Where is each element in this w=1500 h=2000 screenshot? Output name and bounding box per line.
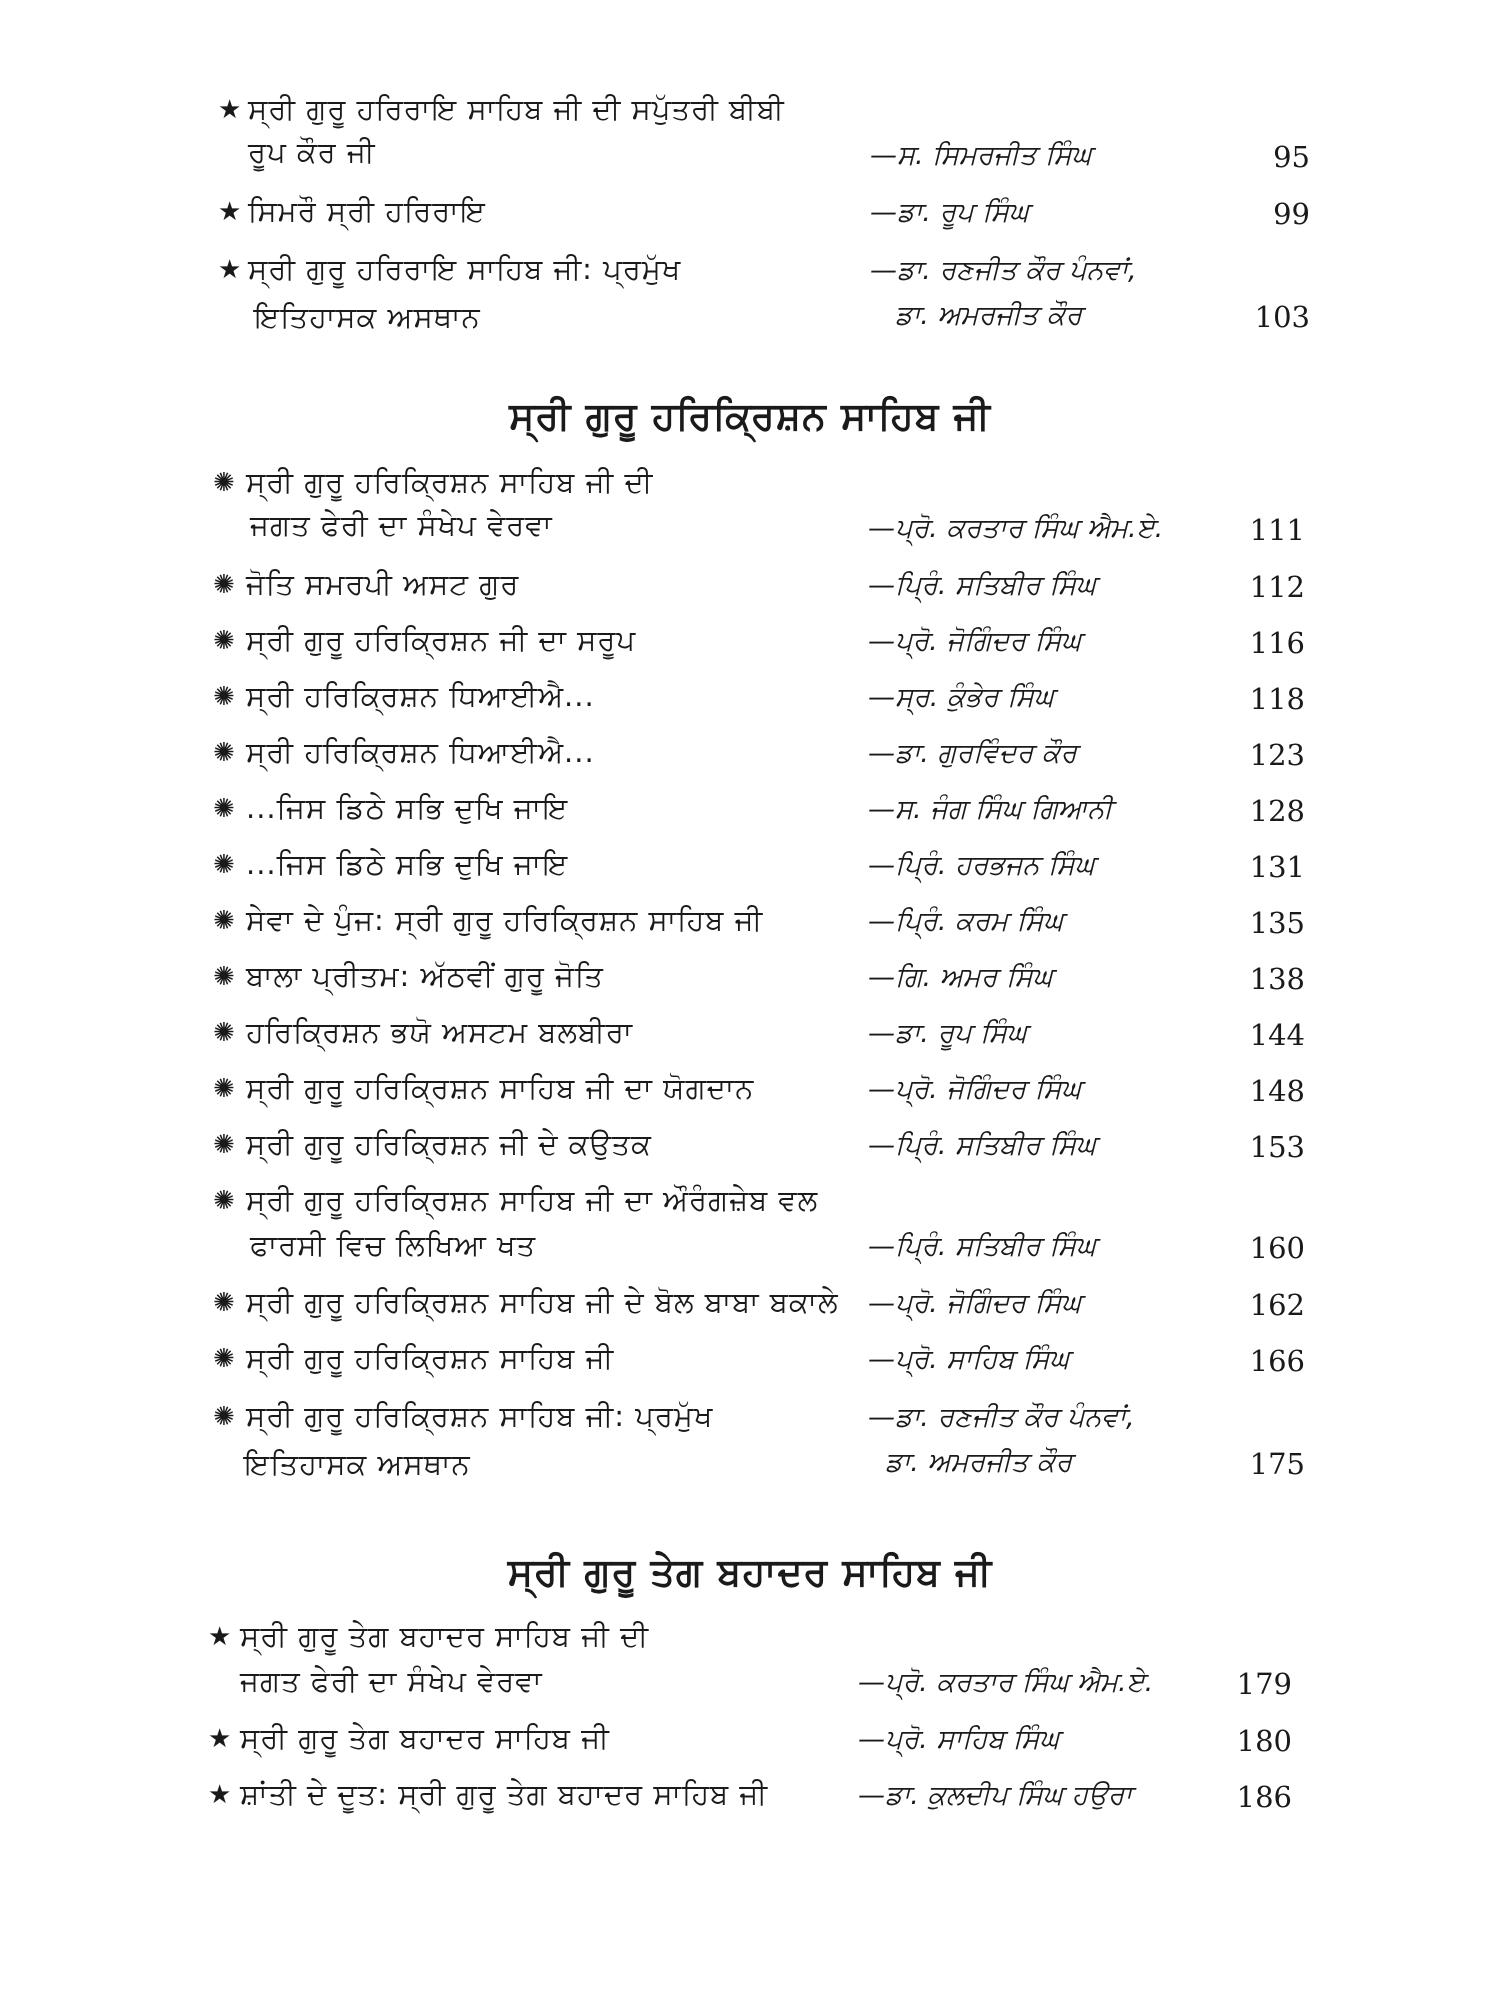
toc-entry[interactable] [0,1127,1500,1190]
entry-page-number: 186 [1236,1780,1292,1814]
flower-bullet-icon: ✺ [213,1074,235,1104]
flower-bullet-icon: ✺ [213,1130,235,1160]
entry-title: ਸ੍ਰੀ ਗੁਰੂ ਹਰਿਕ੍ਰਿਸ਼ਨ ਸਾਹਿਬ ਜੀ ਦੇ ਬੋਲ ਬਾਬਾ ਬਕਾਲੇ [246,1285,839,1319]
entry-page-number: 111 [1249,513,1305,547]
star-bullet-icon: ★ [218,197,242,227]
entry-title: ਸ੍ਰੀ ਹਰਿਕ੍ਰਿਸ਼ਨ ਧਿਆਈਐ... [246,735,595,769]
entry-author: —ਪ੍ਰਿੰ. ਸਤਿਬੀਰ ਸਿੰਘ [868,1231,1097,1262]
flower-bullet-icon: ✺ [213,468,235,498]
entry-author: —ਪ੍ਰਿੰ. ਸਤਿਬੀਰ ਸਿੰਘ [868,1130,1097,1161]
entry-author: —ਡਾ. ਰਣਜੀਤ ਕੌਰ ਪੰਨਵਾਂ, [870,255,1137,286]
flower-bullet-icon: ✺ [213,1344,235,1374]
star-bullet-icon: ★ [218,255,242,285]
entry-page-number: 153 [1249,1130,1305,1164]
flower-bullet-icon: ✺ [213,850,235,880]
entry-page-number: 175 [1249,1447,1305,1481]
entry-page-number: 135 [1249,906,1305,940]
entry-page-number: 116 [1249,626,1305,660]
toc-entry[interactable] [0,567,1500,630]
entry-title: ਸ੍ਰੀ ਗੁਰੂ ਹਰਿਰਾਇ ਸਾਹਿਬ ਜੀ: ਪ੍ਰਮੁੱਖ [248,252,682,286]
flower-bullet-icon: ✺ [213,626,235,656]
toc-entry[interactable] [0,252,1500,334]
toc-entry[interactable] [0,847,1500,910]
toc-entry[interactable] [0,679,1500,742]
star-bullet-icon: ★ [218,95,242,125]
entry-coauthor: ਡਾ. ਅਮਰਜੀਤ ਕੌਰ [895,300,1082,331]
entry-author: —ਪ੍ਰੋ. ਕਰਤਾਰ ਸਿੰਘ ਐਮ.ਏ. [868,513,1164,544]
entry-page-number: 160 [1249,1231,1305,1265]
entry-page-number: 166 [1249,1344,1305,1378]
entry-author: —ਸ. ਸਿਮਰਜੀਤ ਸਿੰਘ [870,140,1092,171]
entry-title: ਹਰਿਕ੍ਰਿਸ਼ਨ ਭਯੋ ਅਸਟਮ ਬਲਬੀਰਾ [246,1015,634,1049]
flower-bullet-icon: ✺ [213,738,235,768]
flower-bullet-icon: ✺ [213,1018,235,1048]
entry-title: ਸ੍ਰੀ ਹਰਿਕ੍ਰਿਸ਼ਨ ਧਿਆਈਐ... [246,679,595,713]
entry-title: ਸ੍ਰੀ ਗੁਰੂ ਤੇਗ ਬਹਾਦਰ ਸਾਹਿਬ ਜੀ [240,1721,610,1755]
entry-title: ...ਜਿਸ ਡਿਠੇ ਸਭਿ ਦੁਖਿ ਜਾਇ [246,847,569,881]
toc-entry[interactable] [0,465,1500,547]
entry-title: ਸ੍ਰੀ ਗੁਰੂ ਹਰਿਕ੍ਰਿਸ਼ਨ ਜੀ ਦੇ ਕਉਤਕ [246,1127,652,1161]
entry-author: —ਪ੍ਰਿੰ. ਸਤਿਬੀਰ ਸਿੰਘ [868,570,1097,601]
flower-bullet-icon: ✺ [213,962,235,992]
entry-page-number: 162 [1249,1288,1305,1322]
toc-entry[interactable] [0,1015,1500,1078]
entry-author: —ਸ੍ਰ. ਕੁੰਭੇਰ ਸਿੰਘ [868,682,1054,713]
entry-title-cont: ਫਾਰਸੀ ਵਿਚ ਲਿਖਿਆ ਖਤ [250,1228,537,1262]
toc-entry[interactable] [0,1399,1500,1481]
toc-entry[interactable] [0,1619,1500,1701]
flower-bullet-icon: ✺ [213,1186,235,1216]
star-bullet-icon: ★ [208,1724,232,1754]
entry-page-number: 95 [1273,140,1310,174]
entry-title: ਸ੍ਰੀ ਗੁਰੂ ਹਰਿਰਾਇ ਸਾਹਿਬ ਜੀ ਦੀ ਸਪੁੱਤਰੀ ਬੀਬੀ [248,92,785,126]
entry-page-number: 103 [1254,300,1310,334]
entry-title: ਸ੍ਰੀ ਗੁਰੂ ਹਰਿਕ੍ਰਿਸ਼ਨ ਸਾਹਿਬ ਜੀ: ਪ੍ਰਮੁੱਖ [246,1399,714,1433]
toc-entry[interactable] [0,903,1500,966]
entry-title: ਸ੍ਰੀ ਗੁਰੂ ਹਰਿਕ੍ਰਿਸ਼ਨ ਸਾਹਿਬ ਜੀ ਦੀ [246,465,654,499]
flower-bullet-icon: ✺ [213,682,235,712]
entry-title: ਸ੍ਰੀ ਗੁਰੂ ਤੇਗ ਬਹਾਦਰ ਸਾਹਿਬ ਜੀ ਦੀ [240,1619,650,1653]
flower-bullet-icon: ✺ [213,1288,235,1318]
toc-entry[interactable] [0,1183,1500,1265]
flower-bullet-icon: ✺ [213,570,235,600]
entry-page-number: 148 [1249,1074,1305,1108]
flower-bullet-icon: ✺ [213,1402,235,1432]
entry-coauthor: ਡਾ. ਅਮਰਜੀਤ ਕੌਰ [885,1447,1072,1478]
entry-title-cont: ਜਗਤ ਫੇਰੀ ਦਾ ਸੰਖੇਪ ਵੇਰਵਾ [240,1664,543,1698]
entry-title: ਸ੍ਰੀ ਗੁਰੂ ਹਰਿਕ੍ਰਿਸ਼ਨ ਸਾਹਿਬ ਜੀ [246,1341,615,1375]
toc-entry[interactable] [0,959,1500,1022]
entry-title-cont: ਰੂਪ ਕੌਰ ਜੀ [248,135,376,169]
entry-author: —ਡਾ. ਰੂਪ ਸਿੰਘ [868,1018,1027,1049]
entry-author: —ਪ੍ਰੋ. ਜੋਗਿੰਦਰ ਸਿੰਘ [868,626,1082,657]
entry-title: ਸ੍ਰੀ ਗੁਰੂ ਹਰਿਕ੍ਰਿਸ਼ਨ ਸਾਹਿਬ ਜੀ ਦਾ ਯੋਗਦਾਨ [246,1071,755,1105]
toc-entry[interactable] [0,1777,1500,1840]
entry-title-cont: ਜਗਤ ਫੇਰੀ ਦਾ ਸੰਖੇਪ ਵੇਰਵਾ [250,508,553,542]
entry-author: —ਡਾ. ਕੁਲਦੀਪ ਸਿੰਘ ਹਉਰਾ [858,1780,1133,1811]
toc-entry[interactable] [0,1341,1500,1404]
entry-title: ਸੇਵਾ ਦੇ ਪੁੰਜ: ਸ੍ਰੀ ਗੁਰੂ ਹਰਿਕ੍ਰਿਸ਼ਨ ਸਾਹਿਬ ਜੀ [246,903,764,937]
entry-author: —ਪ੍ਰੋ. ਸਾਹਿਬ ਸਿੰਘ [868,1344,1070,1375]
toc-entry[interactable] [0,1071,1500,1134]
star-bullet-icon: ★ [208,1622,232,1652]
entry-author: —ਸ. ਜੰਗ ਸਿੰਘ ਗਿਆਨੀ [868,794,1113,825]
entry-title: ...ਜਿਸ ਡਿਠੇ ਸਭਿ ਦੁਖਿ ਜਾਇ [246,791,569,825]
entry-page-number: 131 [1249,850,1305,884]
toc-entry[interactable] [0,791,1500,854]
entry-title: ਜੋਤਿ ਸਮਰਪੀ ਅਸਟ ਗੁਰ [246,567,520,601]
entry-page-number: 144 [1249,1018,1305,1052]
entry-page-number: 180 [1236,1724,1292,1758]
toc-entry[interactable] [0,1721,1500,1784]
entry-author: —ਪ੍ਰਿੰ. ਹਰਭਜਨ ਸਿੰਘ [868,850,1095,881]
entry-page-number: 138 [1249,962,1305,996]
entry-author: —ਡਾ. ਰੂਪ ਸਿੰਘ [870,197,1029,228]
entry-page-number: 123 [1249,738,1305,772]
star-bullet-icon: ★ [208,1780,232,1810]
entry-title-cont: ਇਤਿਹਾਸਕ ਅਸਥਾਨ [254,300,481,334]
toc-entry[interactable] [0,623,1500,686]
entry-author: —ਪ੍ਰੋ. ਜੋਗਿੰਦਰ ਸਿੰਘ [868,1074,1082,1105]
entry-author: —ਪ੍ਰੋ. ਜੋਗਿੰਦਰ ਸਿੰਘ [868,1288,1082,1319]
entry-author: —ਗਿ. ਅਮਰ ਸਿੰਘ [868,962,1053,993]
entry-page-number: 99 [1273,197,1310,231]
entry-page-number: 112 [1249,570,1305,604]
flower-bullet-icon: ✺ [213,906,235,936]
toc-entry[interactable] [0,735,1500,798]
toc-entry[interactable] [0,194,1500,257]
entry-author: —ਪ੍ਰੋ. ਸਾਹਿਬ ਸਿੰਘ [858,1724,1060,1755]
toc-entry[interactable] [0,92,1500,174]
entry-page-number: 118 [1249,682,1305,716]
entry-title: ਸ਼ਾਂਤੀ ਦੇ ਦੂਤ: ਸ੍ਰੀ ਗੁਰੂ ਤੇਗ ਬਹਾਦਰ ਸਾਹਿਬ ਜੀ [240,1777,769,1811]
flower-bullet-icon: ✺ [213,794,235,824]
entry-title: ਸ੍ਰੀ ਗੁਰੂ ਹਰਿਕ੍ਰਿਸ਼ਨ ਜੀ ਦਾ ਸਰੂਪ [246,623,637,657]
entry-author: —ਪ੍ਰੋ. ਕਰਤਾਰ ਸਿੰਘ ਐਮ.ਏ. [858,1667,1154,1698]
entry-title: ਬਾਲਾ ਪ੍ਰੀਤਮ: ਅੱਠਵੀਂ ਗੁਰੂ ਜੋਤਿ [246,959,604,993]
entry-page-number: 128 [1249,794,1305,828]
entry-title: ਸ੍ਰੀ ਗੁਰੂ ਹਰਿਕ੍ਰਿਸ਼ਨ ਸਾਹਿਬ ਜੀ ਦਾ ਔਰੰਗਜ਼ੇਬ ਵਲ [246,1183,819,1217]
entry-author: —ਡਾ. ਗੁਰਵਿੰਦਰ ਕੌਰ [868,738,1077,769]
entry-page-number: 179 [1236,1667,1292,1701]
entry-title-cont: ਇਤਿਹਾਸਕ ਅਸਥਾਨ [244,1447,471,1481]
toc-entry[interactable] [0,1285,1500,1348]
section-heading-harikrishan: ਸ੍ਰੀ ਗੁਰੂ ਹਰਿਕ੍ਰਿਸ਼ਨ ਸਾਹਿਬ ਜੀ [509,394,991,438]
entry-author: —ਪ੍ਰਿੰ. ਕਰਮ ਸਿੰਘ [868,906,1064,937]
entry-author: —ਡਾ. ਰਣਜੀਤ ਕੌਰ ਪੰਨਵਾਂ, [868,1402,1135,1433]
entry-title: ਸਿਮਰੌ ਸ੍ਰੀ ਹਰਿਰਾਇ [248,194,486,228]
section-heading-teg-bahadur: ਸ੍ਰੀ ਗੁਰੂ ਤੇਗ ਬਹਾਦਰ ਸਾਹਿਬ ਜੀ [507,1550,993,1594]
